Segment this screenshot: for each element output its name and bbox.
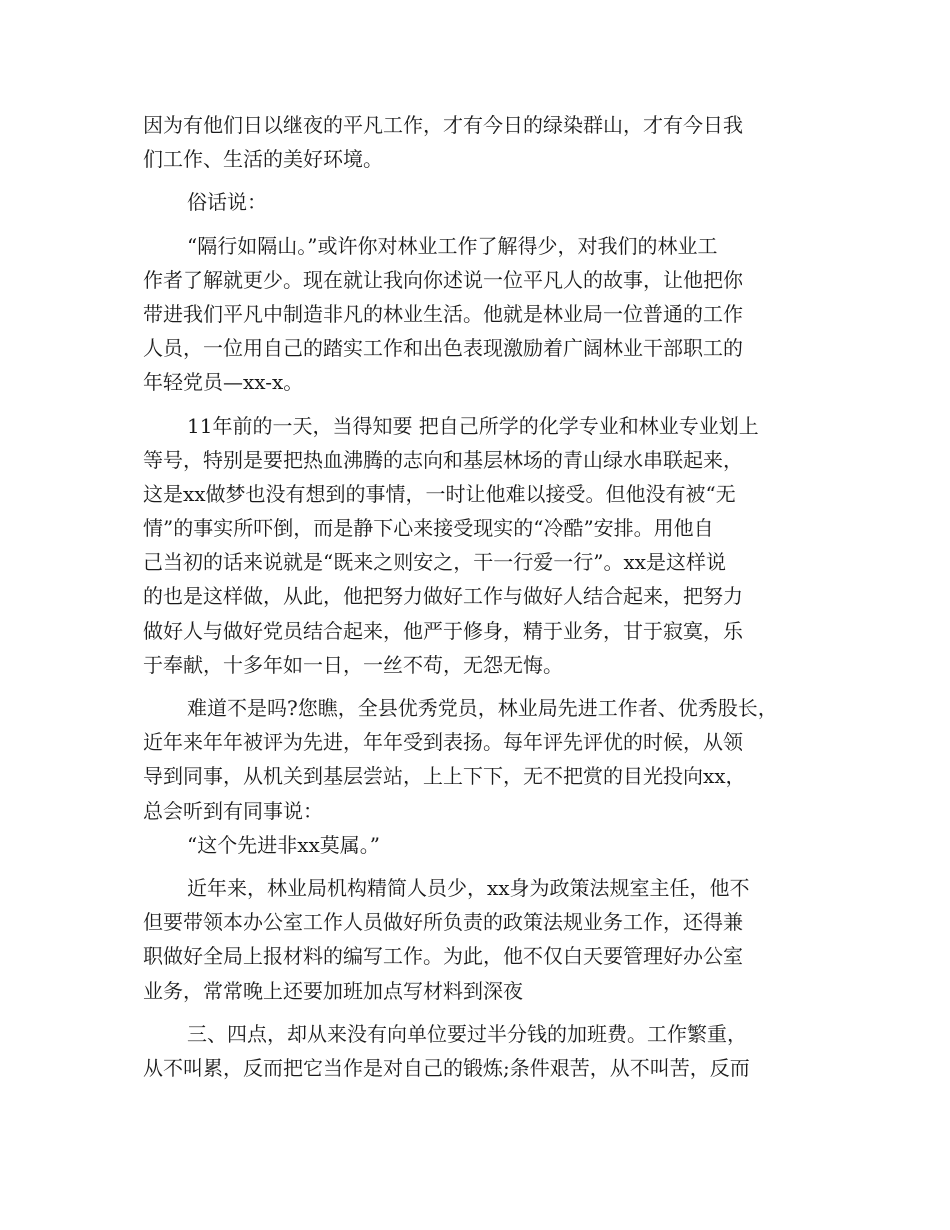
text-line: 因为有他们日以继夜的平凡工作，才有今日的绿染群山，才有今日我 xyxy=(143,113,743,137)
text-line: 情”的事实所吓倒，而是静下心来接受现实的“冷酷”安排。用他自 xyxy=(143,516,714,541)
paragraph-start: 难道不是吗?您瞧，全县优秀党员，林业局先进工作者、优秀股长， xyxy=(187,696,778,720)
text-line: 作者了解就更少。现在就让我向你述说一位平凡人的故事，让他把你 xyxy=(143,267,743,292)
text-line: 于奉献，十多年如一日，一丝不苟，无怨无悔。 xyxy=(143,652,563,677)
text-line: 带进我们平凡中制造非凡的林业生活。他就是林业局一位普通的工作 xyxy=(143,301,743,326)
text-line: 人员，一位用自己的踏实工作和出色表现激励着广阔林业干部职工的 xyxy=(143,336,743,361)
text-line: 从不叫累，反而把它当作是对自己的锻炼;条件艰苦，从不叫苦，反而 xyxy=(143,1055,750,1080)
paragraph-start: 三、四点，却从来没有向单位要过半分钱的加班费。工作繁重， xyxy=(187,1021,747,1046)
text-line: 己当初的话来说就是“既来之则安之，干一行爱一行”。xx是这样说 xyxy=(143,550,727,575)
text-line: 年轻党员—xx-x。 xyxy=(143,370,304,395)
paragraph-start: 俗话说： xyxy=(187,190,267,215)
document-body xyxy=(143,108,833,1085)
text-line: 导到同事，从机关到基层尝站，上上下下，无不把赏的目光投向xx， xyxy=(143,764,746,789)
text-line: 总会听到有同事说： xyxy=(143,798,323,823)
text-line: 这是xx做梦也没有想到的事情，一时让他难以接受。但他没有被“无 xyxy=(143,481,736,506)
text-line: 的也是这样做，从此，他把努力做好工作与做好人结合起来，把努力 xyxy=(143,584,743,609)
paragraph-start: 11年前的一天，当得知要 把自己所学的化学专业和林业专业划上 xyxy=(187,413,759,438)
text-line: 业务，常常晚上还要加班加点写材料到深夜 xyxy=(143,978,523,1003)
text-line: 等号，特别是要把热血沸腾的志向和基层林场的青山绿水串联起来， xyxy=(143,447,743,472)
paragraph-start: “这个先进非xx莫属。” xyxy=(187,832,381,857)
text-line: 职做好全局上报材料的编写工作。为此，他不仅白天要管理好办公室 xyxy=(143,944,743,969)
text-line: 做好人与做好党员结合起来，他严于修身，精于业务，甘于寂寞，乐 xyxy=(143,618,743,643)
text-line: 近年来年年被评为先进，年年受到表扬。每年评先评优的时候，从领 xyxy=(143,730,743,755)
paragraph-start: 近年来，林业局机构精简人员少，xx身为政策法规室主任，他不 xyxy=(187,875,750,900)
paragraph-start: “隔行如隔山。”或许你对林业工作了解得少，对我们的林业工 xyxy=(187,233,718,258)
text-line: 但要带领本办公室工作人员做好所负责的政策法规业务工作，还得兼 xyxy=(143,910,743,935)
text-line: 们工作、生活的美好环境。 xyxy=(143,147,383,172)
